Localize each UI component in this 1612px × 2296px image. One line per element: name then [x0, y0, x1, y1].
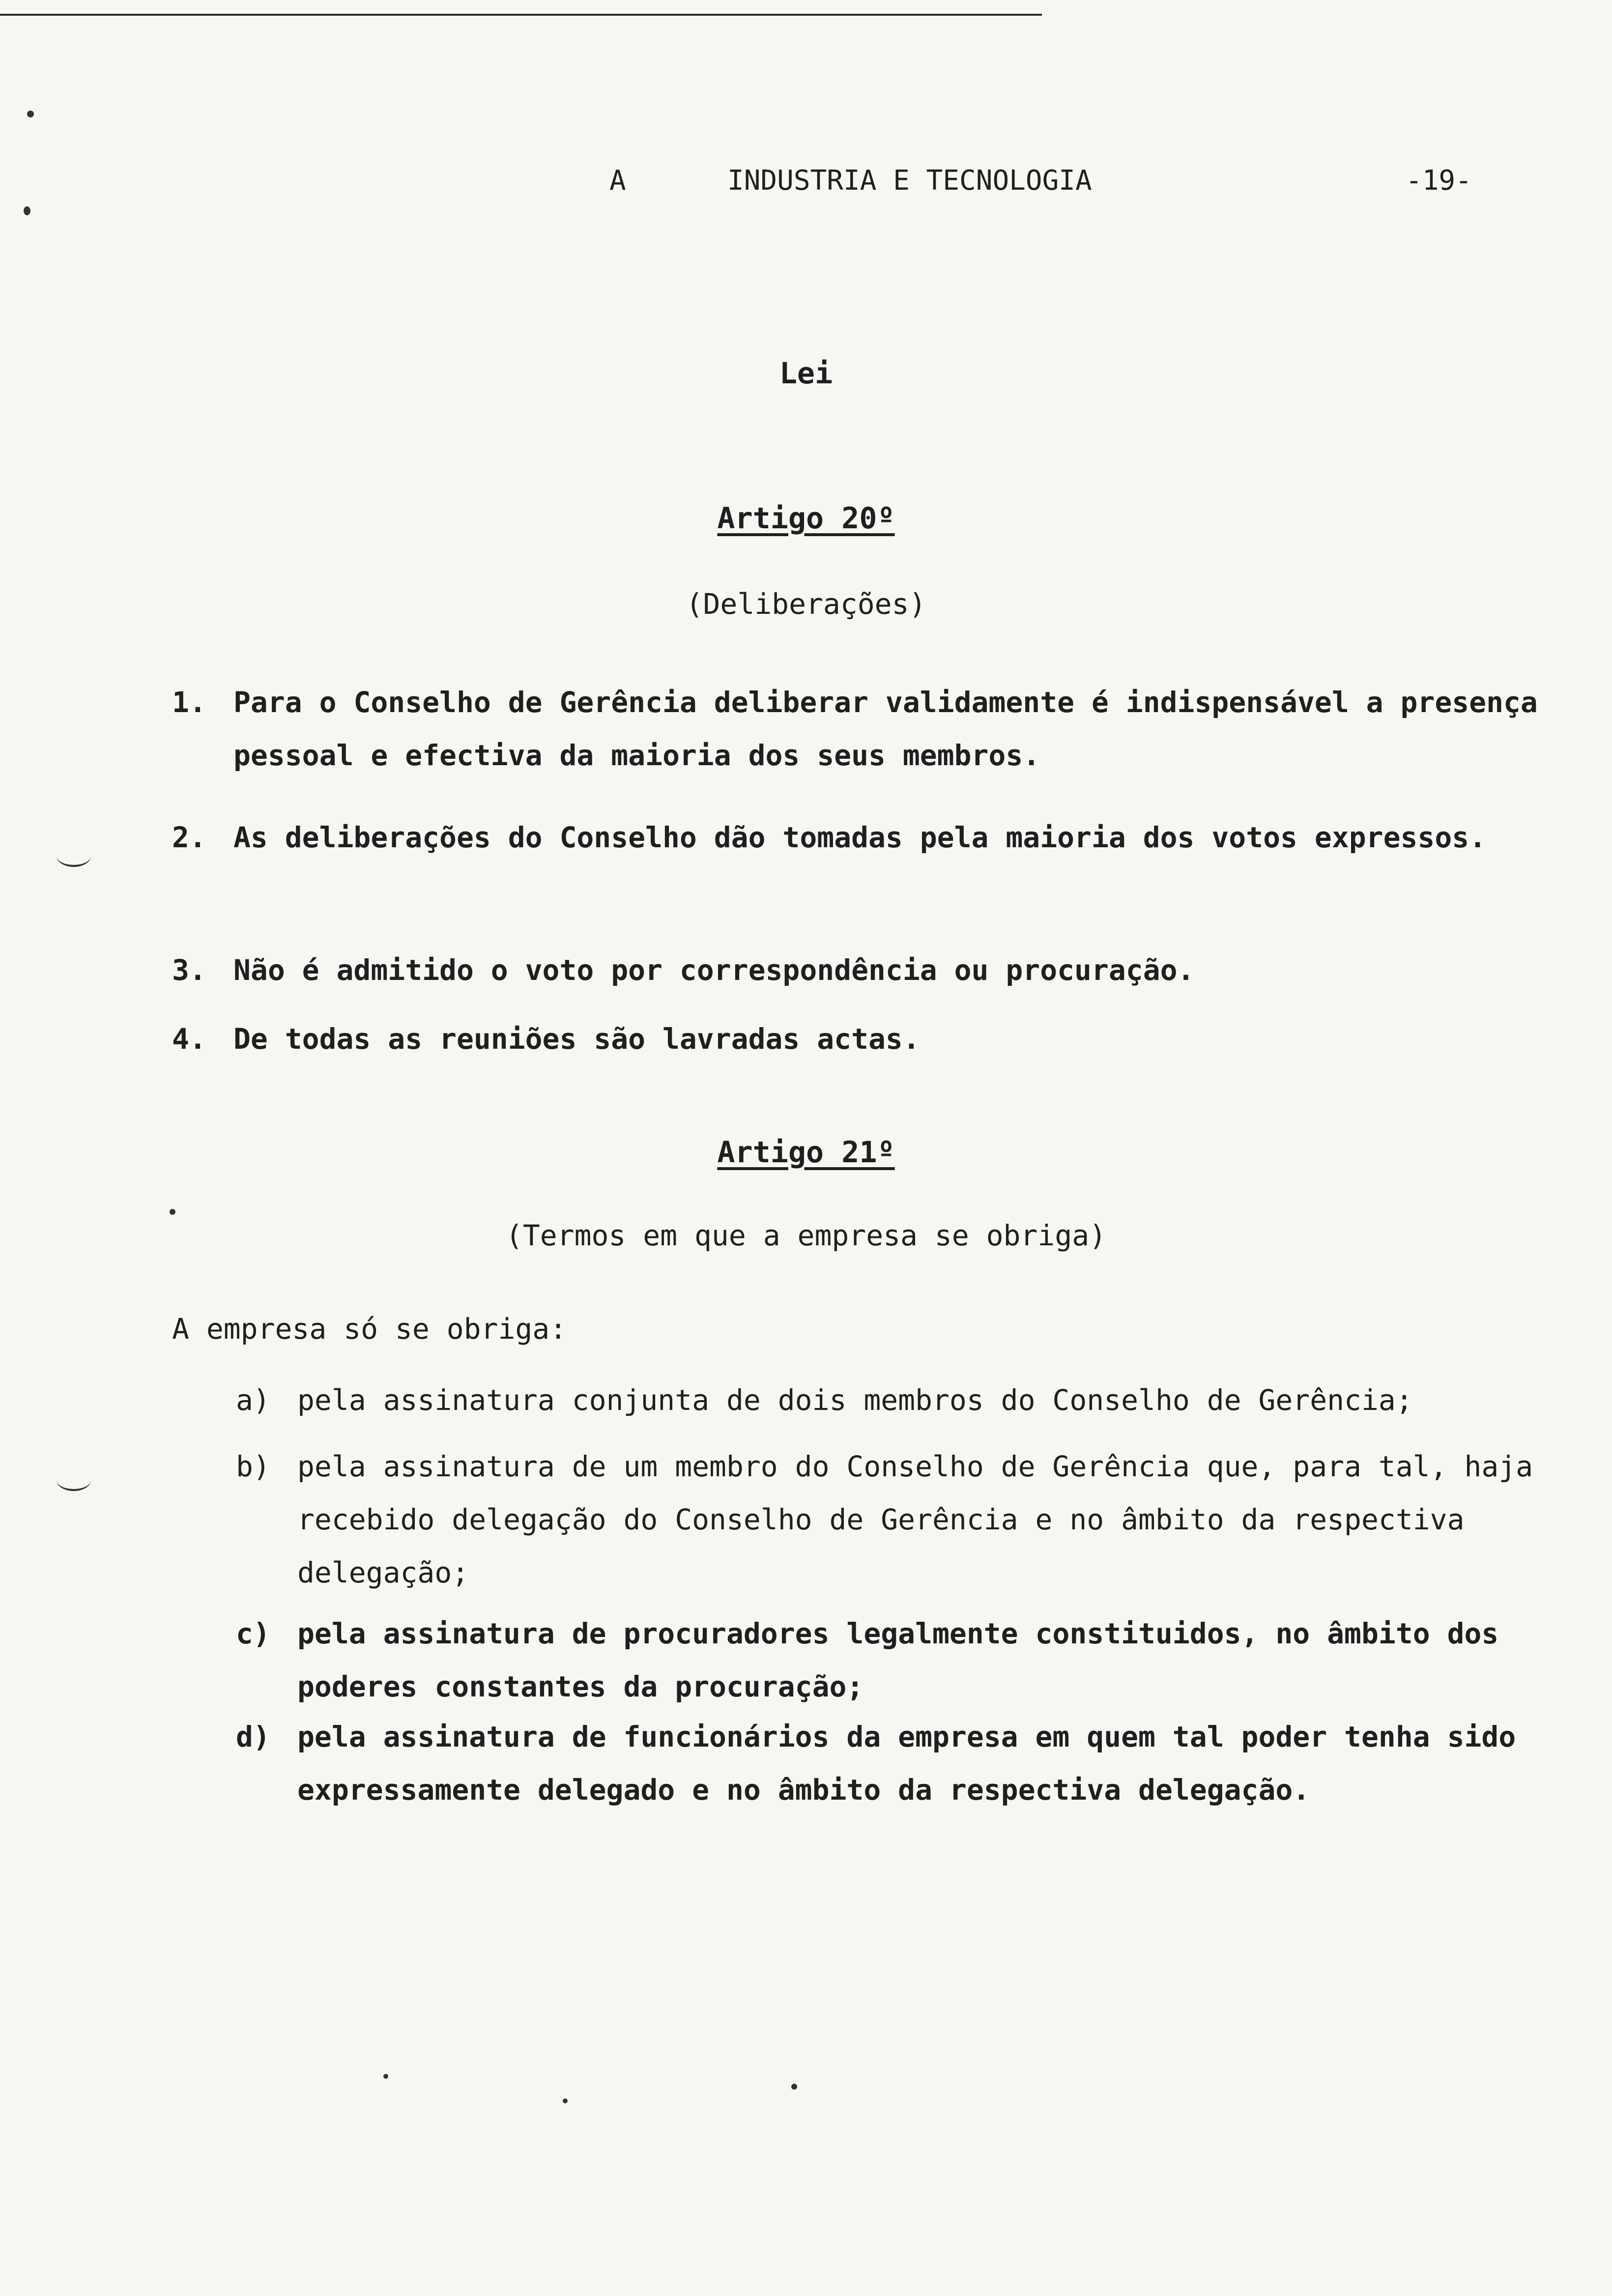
scan-speck — [791, 2084, 797, 2090]
header-title: INDUSTRIA E TECNOLOGIA — [727, 165, 1092, 197]
item-text: As deliberações do Conselho dão tomadas pela maioria dos votos expressos. — [233, 821, 1487, 854]
top-rule — [0, 14, 1042, 16]
page-header — [0, 165, 1612, 204]
article-21-subtitle: (Termos em que a empresa se obriga) — [505, 1219, 1107, 1252]
item-text: Não é admitido o voto por correspondência ou procuração. — [233, 953, 1195, 987]
article-20-item — [172, 676, 1558, 782]
punch-hole-mark — [57, 845, 91, 867]
page-number: -19- — [1406, 165, 1472, 197]
section-title: Lei — [779, 356, 833, 391]
article-21-item — [236, 1607, 1607, 1713]
article-21-title: Artigo 21º — [717, 1135, 895, 1170]
punch-hole-mark — [57, 1469, 91, 1491]
scan-speck — [383, 2074, 388, 2079]
article-20-item — [172, 944, 1558, 997]
item-label: b) — [236, 1450, 270, 1483]
item-text: pela assinatura de procuradores legalmente constituidos, no âmbito dos poderes constantes da procuração; — [297, 1617, 1499, 1703]
item-text: De todas as reuniões são lavradas actas. — [233, 1022, 920, 1056]
scan-speck — [563, 2098, 568, 2103]
item-text: pela assinatura conjunta de dois membros do Conselho de Gerência; — [297, 1383, 1413, 1417]
item-number: 4. — [172, 1022, 206, 1056]
scan-speck — [170, 1209, 175, 1215]
item-number: 1. — [172, 686, 206, 719]
item-label: a) — [236, 1383, 270, 1417]
item-text: pela assinatura de funcionários da empresa em quem tal poder tenha sido expressamente delegado e no âmbito da respectiva delegação. — [297, 1720, 1516, 1807]
scan-speck — [24, 206, 30, 215]
item-text: Para o Conselho de Gerência deliberar validamente é indispensável a presença pessoal e efectiva da maioria dos seus membros. — [233, 686, 1538, 772]
article-20-item — [172, 811, 1558, 864]
article-21-item — [236, 1440, 1607, 1599]
article-21-item — [236, 1374, 1607, 1427]
scan-speck — [27, 111, 34, 117]
article-21-item — [236, 1710, 1607, 1816]
article-20-title: Artigo 20º — [717, 501, 895, 536]
article-21-intro: A empresa só se obriga: — [172, 1312, 567, 1346]
article-20-subtitle: (Deliberações) — [686, 587, 926, 621]
item-label: d) — [236, 1720, 270, 1753]
header-letter: A — [609, 165, 626, 197]
item-number: 2. — [172, 821, 206, 854]
article-20-item — [172, 1012, 1558, 1065]
item-text: pela assinatura de um membro do Conselho de Gerência que, para tal, haja recebido delegação do Conselho de Gerência e no âmbito da respectiva delegação; — [297, 1450, 1533, 1589]
item-label: c) — [236, 1617, 270, 1650]
item-number: 3. — [172, 953, 206, 987]
